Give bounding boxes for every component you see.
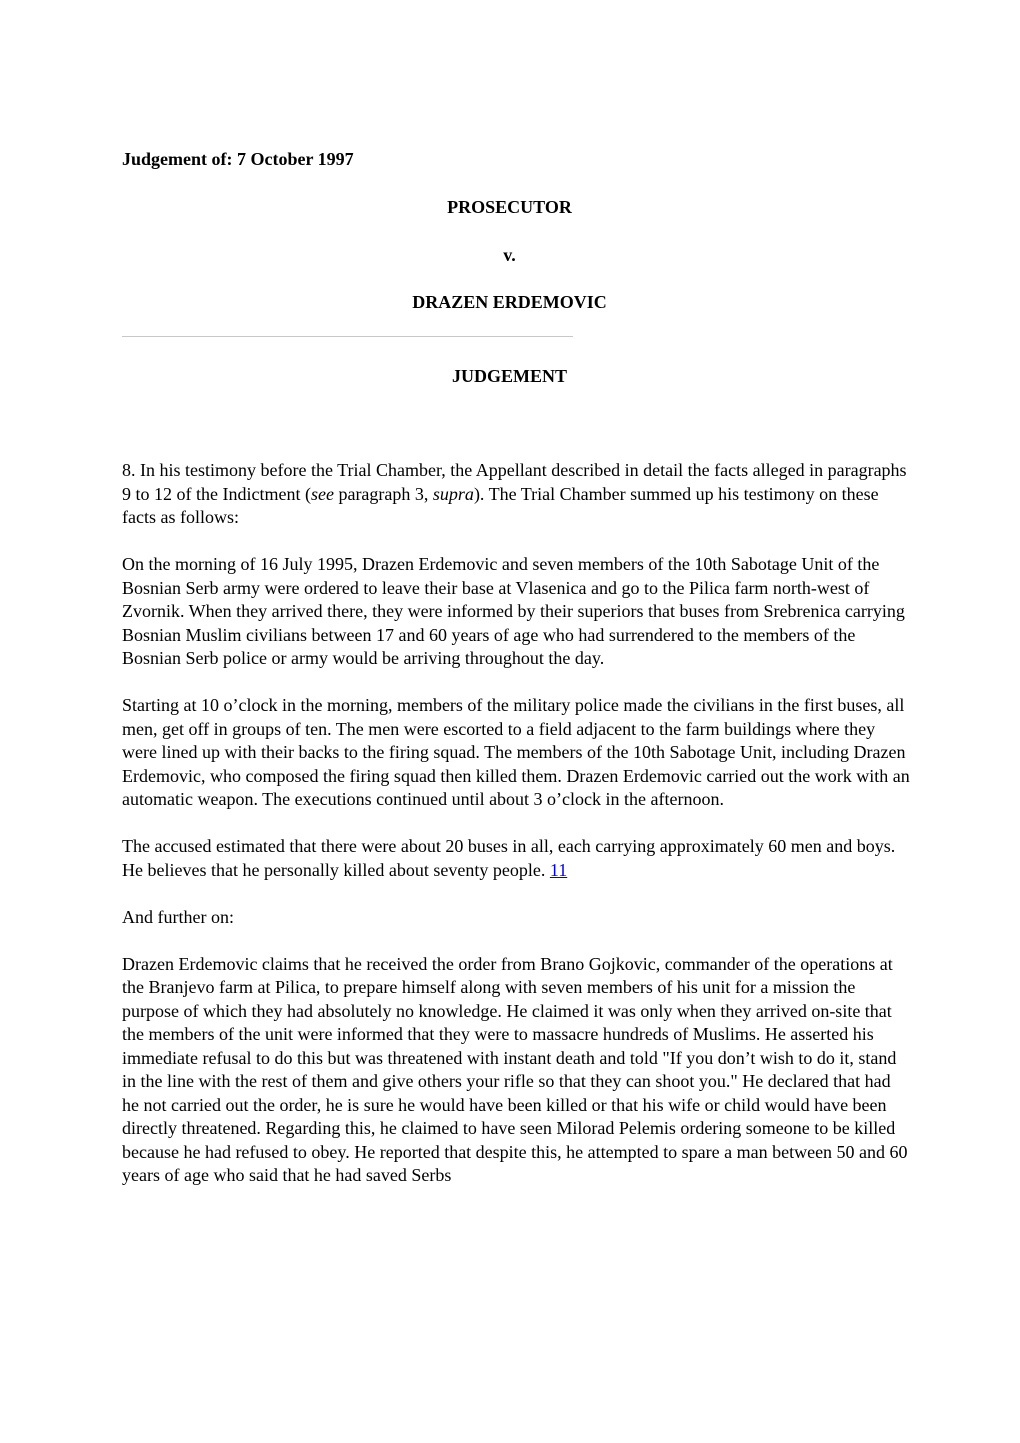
versus-heading: v. xyxy=(503,245,516,265)
horizontal-divider xyxy=(122,336,573,337)
judgement-title: JUDGEMENT xyxy=(451,366,567,386)
p8-text-1: 8. In his testimony before the Trial Chamber, the Appellant described in detail the facts alleged in paragraphs 9 to 12 of the Indictment ( xyxy=(122,460,907,504)
date-value: 7 October 1997 xyxy=(237,149,354,169)
p8-text-2: paragraph 3, xyxy=(333,483,433,504)
p8-supra: supra xyxy=(432,483,474,504)
q3-text: The accused estimated that there were about 20 buses in all, each carrying approximately 60 men and boys. He believes that he personally killed about seventy people. xyxy=(122,836,896,880)
date-label: Judgement of: xyxy=(122,149,233,169)
quote-paragraph-4: Drazen Erdemovic claims that he received the order from Brano Gojkovic, commander of the operations at the Branjevo farm at Pilica, to prepare himself along with seven members of his unit for a mission the purpose of which they had absolutely no knowledge. He claimed it was only when they arrived on-site that the members of the unit were informed that they were to massacre hundreds of Muslims. He asserted his immediate refusal to do this but was threatened with instant death and told "If you don’t wish to do it, stand in the line with the rest of them and give others your rifle so that they can shoot you." He declared that had he not carried out the order, he is sure he would have been killed or that his wife or child would have been directly threatened. Regarding this, he claimed to have seen Milorad Pelemis ordering someone to be killed because he had refused to obey. He reported that despite this, he attempted to spare a man between 50 and 60 years of age who said that he had saved Serbs xyxy=(122,953,908,1185)
judgement-date-line xyxy=(122,148,354,172)
accused-heading: DRAZEN ERDEMOVIC xyxy=(412,292,607,312)
p8-text-3: ). The Trial Chamber summed up his testimony on these facts as follows: xyxy=(122,483,879,527)
paragraph-8 xyxy=(122,459,912,530)
p8-see: see xyxy=(310,483,334,504)
quote-paragraph-1: On the morning of 16 July 1995, Drazen Erdemovic and seven members of the 10th Sabotage Unit of the Bosnian Serb army were ordered to leave their base at Vlasenica and go to the Pilica farm north-west of Zvornik. When they arrived there, they were informed by their superiors that buses from Srebrenica carrying Bosnian Muslim civilians between 17 and 60 years of age who had surrendered to the members of the Bosnian Serb police or army would be arriving throughout the day. xyxy=(122,554,905,668)
prosecutor-heading: PROSECUTOR xyxy=(447,197,572,217)
quote-paragraph-2: Starting at 10 o’clock in the morning, members of the military police made the civilians in the first buses, all men, get off in groups of ten. The men were escorted to a field adjacent to the farm buildings where they were lined up with their backs to the firing squad. The members of the 10th Sabotage Unit, including Drazen Erdemovic, who composed the firing squad then killed them. Drazen Erdemovic carried out the work with an automatic weapon. The executions continued until about 3 o’clock in the afternoon. xyxy=(122,695,910,809)
document-body xyxy=(122,459,912,1211)
further-on-paragraph: And further on: xyxy=(122,906,234,927)
footnote-link-11[interactable]: 11 xyxy=(549,859,568,880)
quote-paragraph-3 xyxy=(122,835,912,882)
